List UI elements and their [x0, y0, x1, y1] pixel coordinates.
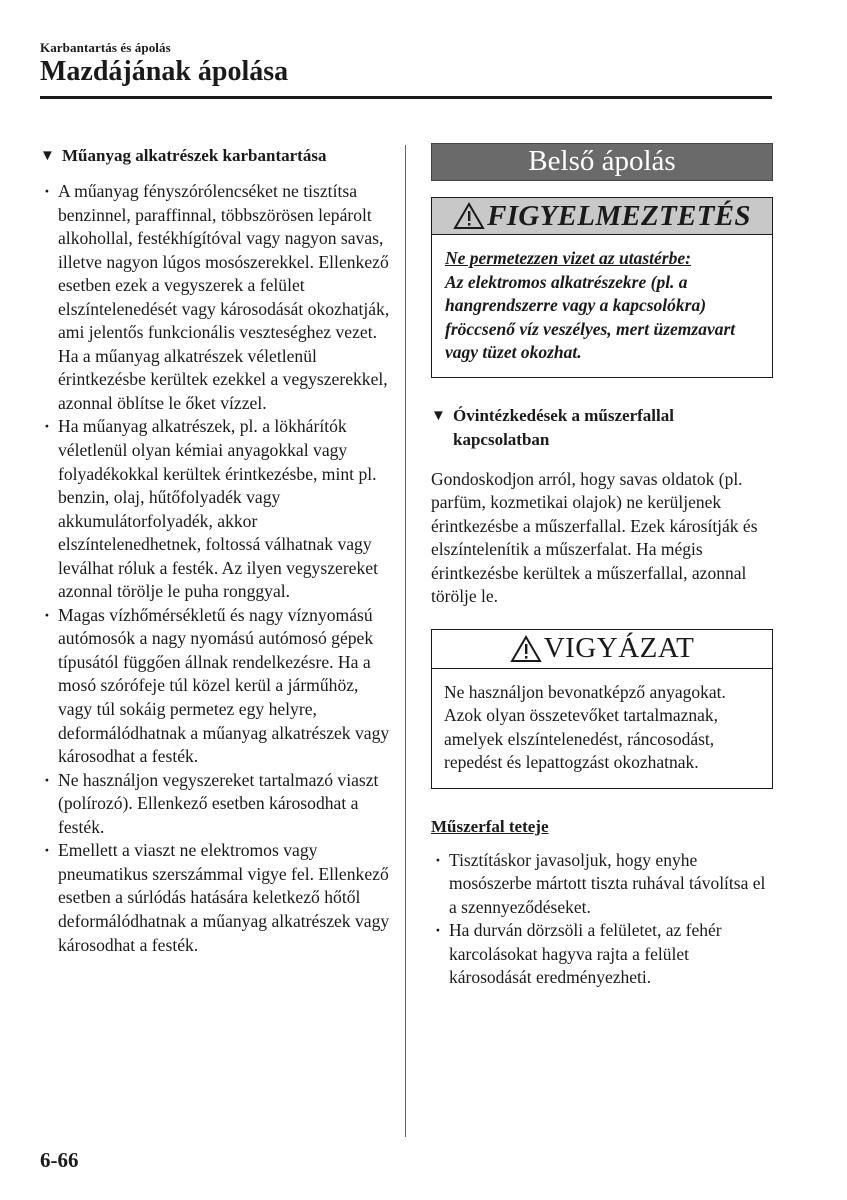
section-heading-text: Óvintézkedések a műszerfallal kapcsolatban	[453, 405, 674, 449]
right-column	[431, 143, 773, 990]
list-item: · Ne használjon vegyszereket tartalmazó viaszt (polírozó). Ellenkező esetben károsodhat a festék.	[40, 769, 390, 840]
breadcrumb: Karbantartás és ápolás	[40, 40, 171, 55]
dashboard-paragraph: Gondoskodjon arról, hogy savas oldatok (pl. parfüm, kozmetikai olajok) ne kerüljenek érintkezésbe a műszerfallal. Ezek károsítják és elszíntelenítik a műszerfalat. Ha mégis érintkezésbe kerültek a műszerfallal, azonnal törölje le.	[431, 468, 758, 606]
triangle-down-icon: ▼	[40, 148, 55, 164]
warning-text: Az elektromos alkatrészekre (pl. a hangrendszerre vagy a kapcsolókra) fröccsenő víz veszélyes, mert üzemzavart vagy tüzet okozhat.	[445, 271, 736, 362]
warning-header	[432, 198, 772, 235]
warning-lead: Ne permetezzen vizet az utastérbe:	[445, 248, 691, 268]
dashboard-top-list	[431, 849, 773, 991]
subheading-dashboard-top: Műszerfal teteje	[431, 816, 549, 836]
page-number: 6-66	[40, 1148, 79, 1172]
caution-box	[431, 629, 773, 789]
list-item: · Magas vízhőmérsékletű és nagy víznyomású autómosók a nagy nyomású autómosó gépek típusától függően állnak rendelkezésre. Ha a mosó szórófeje túl közel kerül a járműhöz, vagy túl sokáig permetez egy helyre, deformálódhatnak a műanyag alkatrészek vagy károsodhat a festék.	[40, 604, 390, 769]
list-item: · Tisztításkor javasoljuk, hogy enyhe mosószerbe mártott tiszta ruhával távolítsa el a szennyeződéseket.	[431, 849, 773, 920]
warning-triangle-icon	[510, 635, 542, 663]
section-heading-dashboard	[431, 404, 773, 452]
triangle-down-icon: ▼	[431, 407, 446, 424]
caution-body: Ne használjon bevonatképző anyagokat. Azok olyan összetevőket tartalmaznak, amelyek elszíntelenedést, ráncosodást, repedést és lepattogzást okozhatnak.	[444, 681, 726, 772]
left-column	[40, 144, 390, 957]
warning-title: FIGYELMEZTETÉS	[487, 199, 751, 232]
section-banner: Belső ápolás	[431, 143, 773, 181]
list-item: · A műanyag fényszórólencséket ne tisztítsa benzinnel, paraffinnal, többszörösen lepárolt alkohollal, festékhígítóval vagy nagyon savas, illetve nagyon lúgos mosószerekkel. Ellenkező esetben ezek a vegyszerek a felület elszíntelenedését vagy károsodását okozhatják, ami jelentős funkcionális veszteséghez vezet. Ha a műanyag alkatrészek véletlenül érintkezésbe kerültek ezekkel a vegyszerekkel, azonnal öblítse le őket vízzel.	[40, 180, 390, 415]
warning-box	[431, 197, 773, 378]
title-rule	[40, 96, 772, 99]
page-title: Mazdájának ápolása	[40, 56, 289, 87]
list-item: · Ha durván dörzsöli a felületet, az fehér karcolásokat hagyva rajta a felület károsodását eredményezheti.	[431, 919, 773, 990]
list-item: · Ha műanyag alkatrészek, pl. a lökhárítók véletlenül olyan kémiai anyagokkal vagy folyadékokkal kerültek érintkezésbe, mint pl. benzin, olaj, hűtőfolyadék vagy akkumulátorfolyadék, akkor elszíntelenedhetnek, foltossá válhatnak vagy leválhat róluk a festék. Az ilyen vegyszereket azonnal törölje le puha ronggyal.	[40, 415, 390, 603]
list-item: · Emellett a viaszt ne elektromos vagy pneumatikus szerszámmal vigye fel. Ellenkező esetben a súrlódás hatására keletkező hőtől deformálódhatnak a műanyag alkatrészek vagy károsodhat a festék.	[40, 839, 390, 957]
section-heading-text: Műanyag alkatrészek karbantartása	[62, 146, 327, 165]
plastic-care-list	[40, 180, 390, 957]
warning-triangle-icon	[453, 202, 485, 230]
caution-header	[432, 630, 772, 669]
warning-body	[432, 235, 772, 377]
caution-title: VIGYÁZAT	[543, 632, 695, 664]
section-heading-plastic	[40, 144, 390, 168]
column-divider	[405, 145, 406, 1137]
